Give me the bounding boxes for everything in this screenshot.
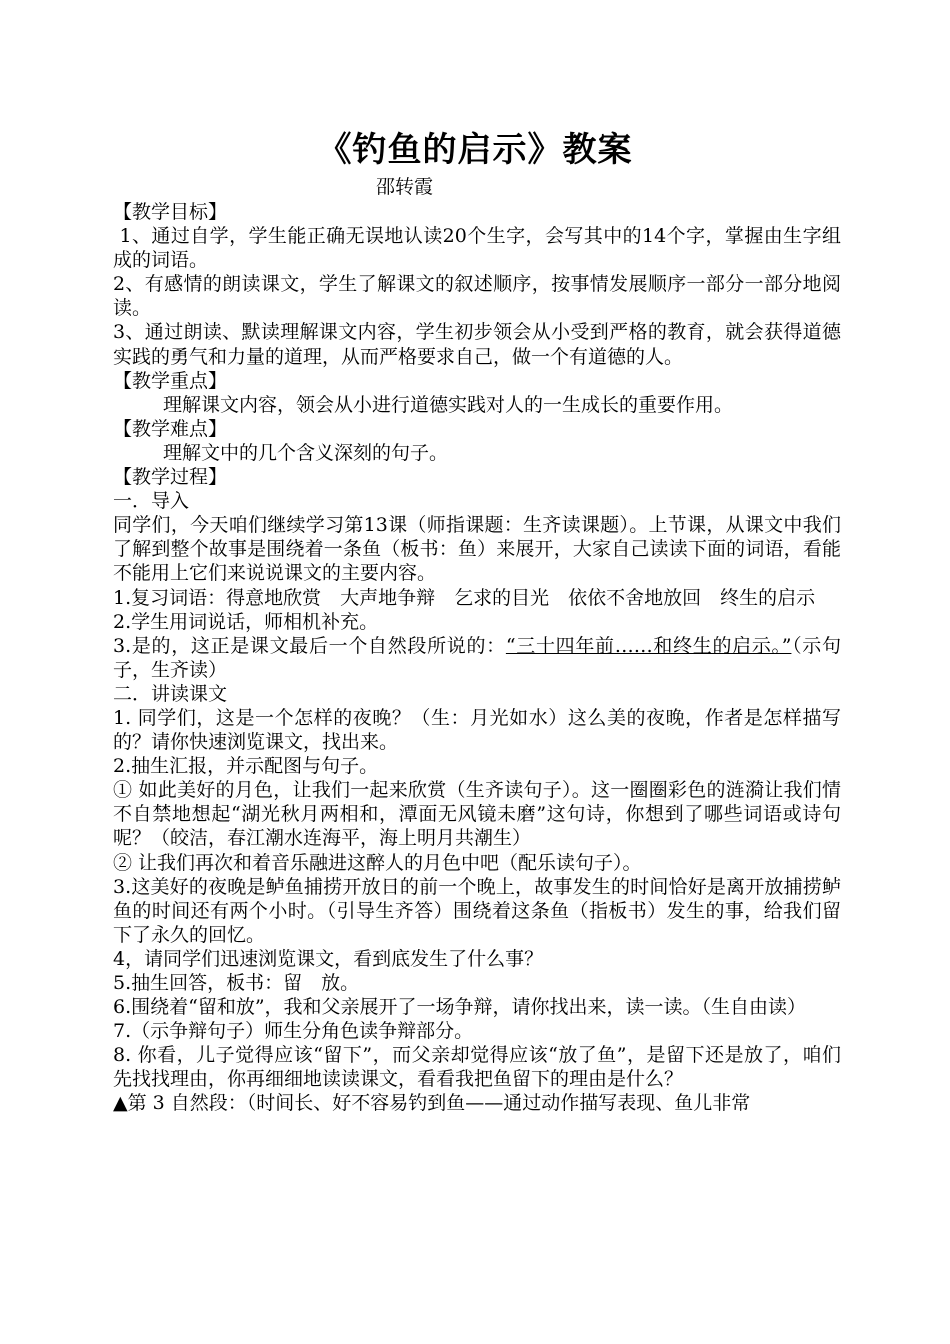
process-heading: 【教学过程】 <box>113 466 228 489</box>
document-body <box>113 200 841 1116</box>
part2-heading: 二．讲读课文 <box>113 682 228 705</box>
objective-2: 2、有感情的朗读课文，学生了解课文的叙述顺序，按事情发展顺序一部分一部分地阅读。 <box>113 273 841 320</box>
objective-1: 1、通过自学，学生能正确无误地认读20个生字，会写其中的14个字，掌握由生字组成的词语。 <box>113 225 841 272</box>
underlined-quote: “三十四年前……和终生的启示。” <box>505 634 792 657</box>
part2-item-2: 2.抽生汇报，并示配图与句子。 <box>113 755 379 778</box>
part2-item-3: 3.这美好的夜晚是鲈鱼捕捞开放日的前一个晚上，故事发生的时间恰好是离开放捕捞鲈鱼的时间还有两个小时。（引导生齐答）围绕着这条鱼（指板书）发生的事，给我们留下了永久的回忆。 <box>113 875 841 946</box>
document-title: 《钓鱼的启示》教案 <box>317 130 633 170</box>
key-point: 理解课文内容，领会从小进行道德实践对人的一生成长的重要作用。 <box>163 393 734 416</box>
part2-item-5: 5.抽生回答，板书：留 放。 <box>113 972 360 994</box>
part2-item-4: 4，请同学们迅速浏览课文，看到底发生了什么事？ <box>113 947 544 970</box>
difficulty-point: 理解文中的几个含义深刻的句子。 <box>163 441 449 464</box>
part1-item-1: 1.复习词语：得意地欣赏 大声地争辩 乞求的目光 依依不舍地放回 终生的启示 <box>113 586 816 609</box>
objective-3: 3、通过朗读、默读理解课文内容，学生初步领会从小受到严格的教育，就会获得道德实践的勇气和力量的道理，从而严格要求自己，做一个有道德的人。 <box>113 321 841 368</box>
part2-item-8: 8. 你看，儿子觉得应该“留下”，而父亲却觉得应该“放了鱼”，是留下还是放了，咱们先找找理由，你再细细地读读课文，看看我把鱼留下的理由是什么？ <box>113 1044 841 1091</box>
part1-item-3-suffix: （示句子，生齐读） <box>113 634 841 681</box>
key-point-heading: 【教学重点】 <box>113 369 228 392</box>
part1-heading: 一．导入 <box>113 490 190 513</box>
objectives-heading: 【教学目标】 <box>113 201 228 223</box>
part2-item-7: 7.（示争辩句子）师生分角色读争辩部分。 <box>113 1020 474 1043</box>
part1-item-3 <box>113 634 841 682</box>
author-name: 邵转霞 <box>376 176 434 198</box>
part1-item-3-prefix: 3.是的，这正是课文最后一个自然段所说的： <box>113 634 506 657</box>
part2-item-2b: ② 让我们再次和着音乐融进这醉人的月色中吧（配乐读句子）。 <box>113 851 642 874</box>
part2-item-1: 1. 同学们，这是一个怎样的夜晚？（生：月光如水）这么美的夜晚，作者是怎样描写的？请你快速浏览课文，找出来。 <box>113 706 841 754</box>
part2-item-2a: ① 如此美好的月色，让我们一起来欣赏（生齐读句子）。这一圈圈彩色的涟漪让我们情不自禁地想起“湖光秋月两相和，潭面无风镜未磨”这句诗，你想到了哪些词语或诗句呢？（皎洁，春江潮水连海平，海上明月共潮生） <box>113 779 841 850</box>
part1-item-2: 2.学生用词说话，师相机补充。 <box>113 610 379 633</box>
part2-item-paragraph3: ▲第 3 自然段：（时间长、好不容易钓到鱼——通过动作描写表现、鱼儿非常 <box>113 1092 751 1115</box>
part1-intro: 同学们，今天咱们继续学习第13课（师指课题：生齐读课题）。上节课，从课文中我们了解到整个故事是围绕着一条鱼（板书：鱼）来展开，大家自己读读下面的词语，看能不能用上它们来说说课文的主要内容。 <box>113 514 841 585</box>
difficulty-heading: 【教学难点】 <box>113 417 228 440</box>
part2-item-6: 6.围绕着“留和放”，我和父亲展开了一场争辩，请你找出来，读一读。（生自由读） <box>113 996 807 1019</box>
